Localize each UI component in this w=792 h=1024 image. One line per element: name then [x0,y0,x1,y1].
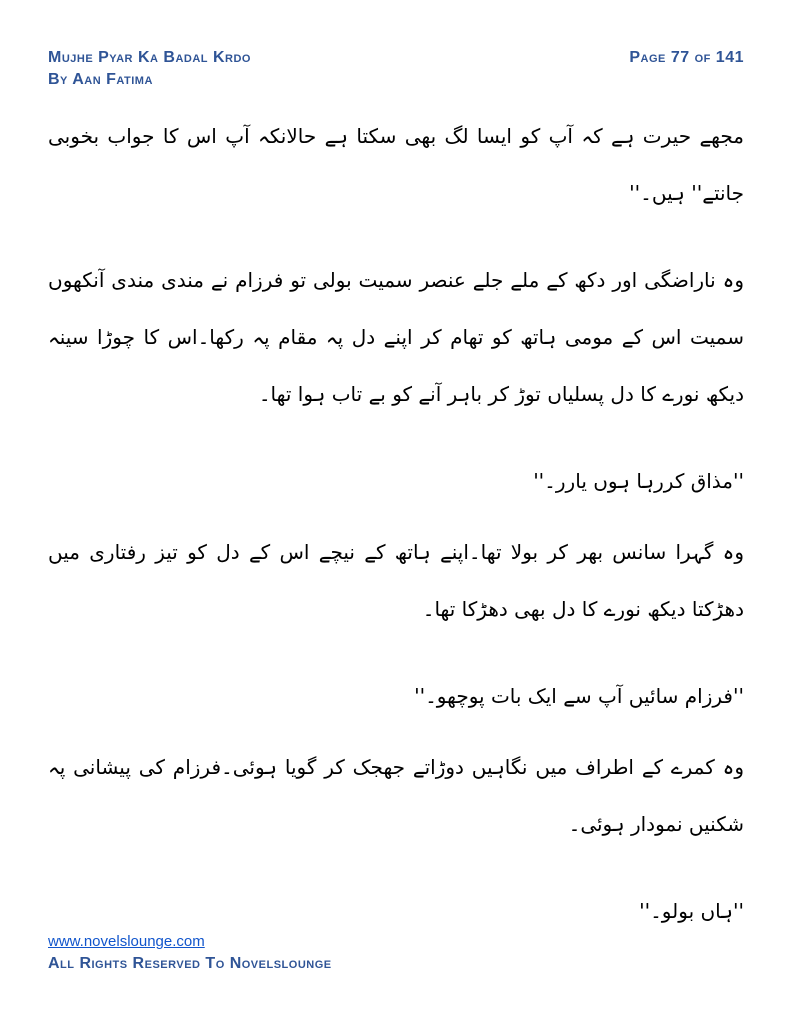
rights-notice: All Rights Reserved To Novelslounge [48,955,332,972]
document-footer [48,932,332,976]
paragraph: ''فرزام سائیں آپ سے ایک بات پوچھو۔'' [414,684,744,708]
paragraph: ''ہاں بولو۔'' [639,899,744,923]
page-number: Page 77 of 141 [629,49,744,66]
paragraph: وہ گہرا سانس بھر کر بولا تھا۔اپنے ہاتھ کے نیچے اس کے دل کو تیز رفتاری میں دھڑکتا دیکھ نورے کا دل بھی دھڑکا تھا۔ [48,540,744,621]
paragraph: مجھے حیرت ہے کہ آپ کو ایسا لگ بھی سکتا ہے حالانکہ آپ اس کا جواب بخوبی جانتے'' ہیں۔'' [48,124,744,205]
website-link[interactable]: www.novelslounge.com [48,933,205,950]
paragraph: وہ ناراضگی اور دکھ کے ملے جلے عنصر سمیت بولی تو فرزام نے مندی مندی آنکھوں سمیت اس کے مومی ہاتھ کو تھام کر اپنے دل پہ مقام پہ رکھا۔اس کا چوڑا سینہ دیکھ نورے کا دل پسلیاں توڑ کر باہر آنے کو بے تاب ہوا تھا۔ [48,268,744,406]
paragraph: ''مذاق کررہا ہوں یارر۔'' [533,469,744,493]
document-header [48,47,251,91]
author-name: By Aan Fatima [48,71,153,88]
paragraph: وہ کمرے کے اطراف میں نگاہیں دوڑاتے جھجک کر گویا ہوئی۔فرزام کی پیشانی پہ شکنیں نمودار ہوئی۔ [48,755,744,836]
novel-title: Mujhe Pyar Ka Badal Krdo [48,49,251,66]
page-body [48,108,744,954]
